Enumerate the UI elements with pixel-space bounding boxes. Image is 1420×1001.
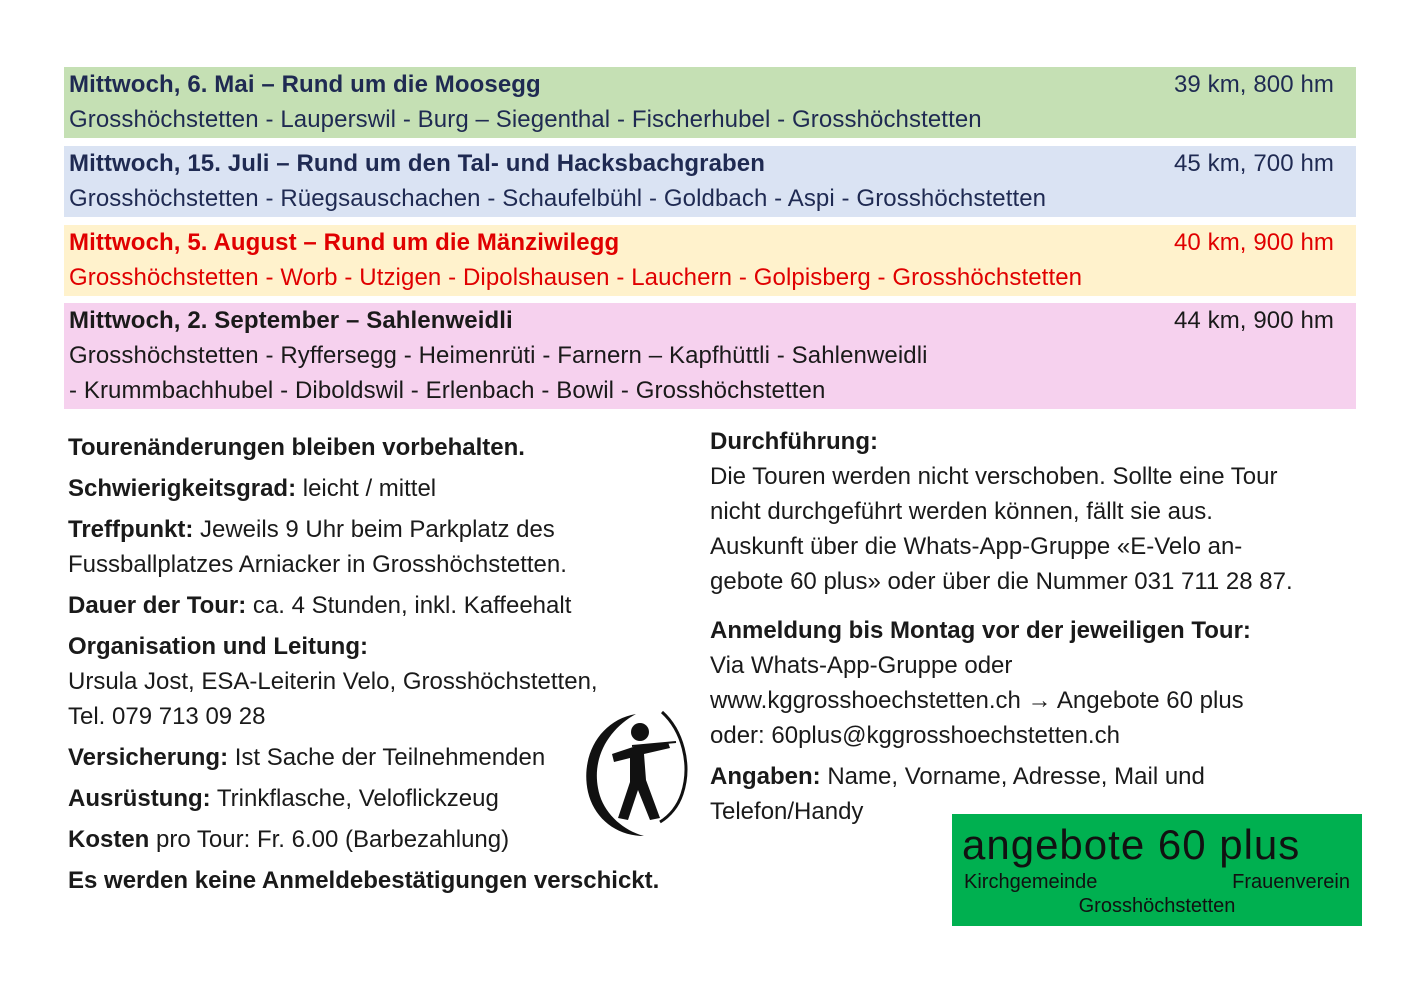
tour-title: Mittwoch, 2. September – Sahlenweidli xyxy=(69,307,513,334)
execution-line: Die Touren werden nicht verschoben. Sollte eine Tour xyxy=(710,463,1278,490)
tour-title: Mittwoch, 5. August – Rund um die Mänziwilegg xyxy=(69,229,620,256)
tour-distance: 44 km, 900 hm xyxy=(1173,307,1334,334)
organisation-line-1: Ursula Jost, ESA-Leiterin Velo, Grosshöchstetten, xyxy=(68,668,598,695)
signup-website: www.kggrosshoechstetten.ch → Angebote 60 plus xyxy=(710,687,1244,714)
signup-label: Anmeldung bis Montag vor der jeweiligen Tour: xyxy=(710,617,1251,644)
changes-note: Tourenänderungen bleiben vorbehalten. xyxy=(68,434,525,461)
tour-route: Grosshöchstetten - Worb - Utzigen - Dipolshausen - Lauchern - Golpisberg - Grosshöchstetten xyxy=(69,264,1083,291)
difficulty-value: leicht / mittel xyxy=(296,475,437,502)
no-confirmation-note: Es werden keine Anmeldebestätigungen verschickt. xyxy=(68,867,660,894)
duration-value: ca. 4 Stunden, inkl. Kaffeehalt xyxy=(246,592,572,619)
info-right-column xyxy=(710,424,1370,829)
equipment-label: Ausrüstung: xyxy=(68,785,211,812)
badge-kirchgemeinde: Kirchgemeinde xyxy=(964,871,1098,893)
tour-block-maenziwilegg xyxy=(64,225,1356,296)
details-line-2: Telefon/Handy xyxy=(710,798,864,825)
tour-route: Grosshöchstetten - Lauperswil - Burg – Siegenthal - Fischerhubel - Grosshöchstetten xyxy=(69,106,982,133)
angebote-60-plus-badge xyxy=(952,814,1362,926)
meeting-value-line-2: Fussballplatzes Arniacker in Grosshöchstetten. xyxy=(68,551,567,578)
tour-block-hacksbachgraben xyxy=(64,146,1356,217)
execution-line: nicht durchgeführt werden können, fällt sie aus. xyxy=(710,498,1213,525)
execution-label: Durchführung: xyxy=(710,428,878,455)
execution-line: Auskunft über die Whats-App-Gruppe «E-Velo an- xyxy=(710,533,1243,560)
tour-block-moosegg xyxy=(64,67,1356,138)
tour-block-sahlenweidli xyxy=(64,303,1356,409)
duration-label: Dauer der Tour: xyxy=(68,592,247,619)
tour-route-line-1: Grosshöchstetten - Ryffersegg - Heimenrüti - Farnern – Kapfhüttli - Sahlenweidli xyxy=(69,342,928,369)
signup-email: oder: 60plus@kggrosshoechstetten.ch xyxy=(710,722,1120,749)
equipment-value: Trinkflasche, Veloflickzeug xyxy=(210,785,499,812)
meeting-value: Jeweils 9 Uhr beim Parkplatz des xyxy=(193,516,555,543)
insurance-value: Ist Sache der Teilnehmenden xyxy=(228,744,546,771)
tour-title: Mittwoch, 15. Juli – Rund um den Tal- und Hacksbachgraben xyxy=(69,150,766,177)
signup-line: Via Whats-App-Gruppe oder xyxy=(710,652,1013,679)
details-value: Name, Vorname, Adresse, Mail und xyxy=(820,763,1205,790)
organisation-phone: Tel. 079 713 09 28 xyxy=(68,703,266,730)
difficulty-label: Schwierigkeitsgrad: xyxy=(68,475,297,502)
organisation-label: Organisation und Leitung: xyxy=(68,633,368,660)
badge-frauenverein: Frauenverein xyxy=(1232,871,1350,893)
cost-value: pro Tour: Fr. 6.00 (Barbezahlung) xyxy=(149,826,510,853)
cost-label: Kosten xyxy=(68,826,150,853)
tour-route: Grosshöchstetten - Rüegsauschachen - Schaufelbühl - Goldbach - Aspi - Grosshöchstetten xyxy=(69,185,1047,212)
meeting-label: Treffpunkt: xyxy=(68,516,194,543)
badge-location: Grosshöchstetten xyxy=(1078,895,1236,917)
tour-distance: 40 km, 900 hm xyxy=(1173,229,1334,256)
tour-distance: 39 km, 800 hm xyxy=(1173,71,1334,98)
tour-route-line-2: - Krummbachhubel - Diboldswil - Erlenbach - Bowil - Grosshöchstetten xyxy=(69,377,826,404)
tour-title: Mittwoch, 6. Mai – Rund um die Moosegg xyxy=(69,71,541,98)
badge-title: angebote 60 plus xyxy=(962,821,1301,868)
archer-logo-icon xyxy=(578,708,696,840)
details-label: Angaben: xyxy=(710,763,821,790)
tour-distance: 45 km, 700 hm xyxy=(1173,150,1334,177)
execution-line: gebote 60 plus» oder über die Nummer 031 711 28 87. xyxy=(710,568,1293,595)
insurance-label: Versicherung: xyxy=(68,744,229,771)
